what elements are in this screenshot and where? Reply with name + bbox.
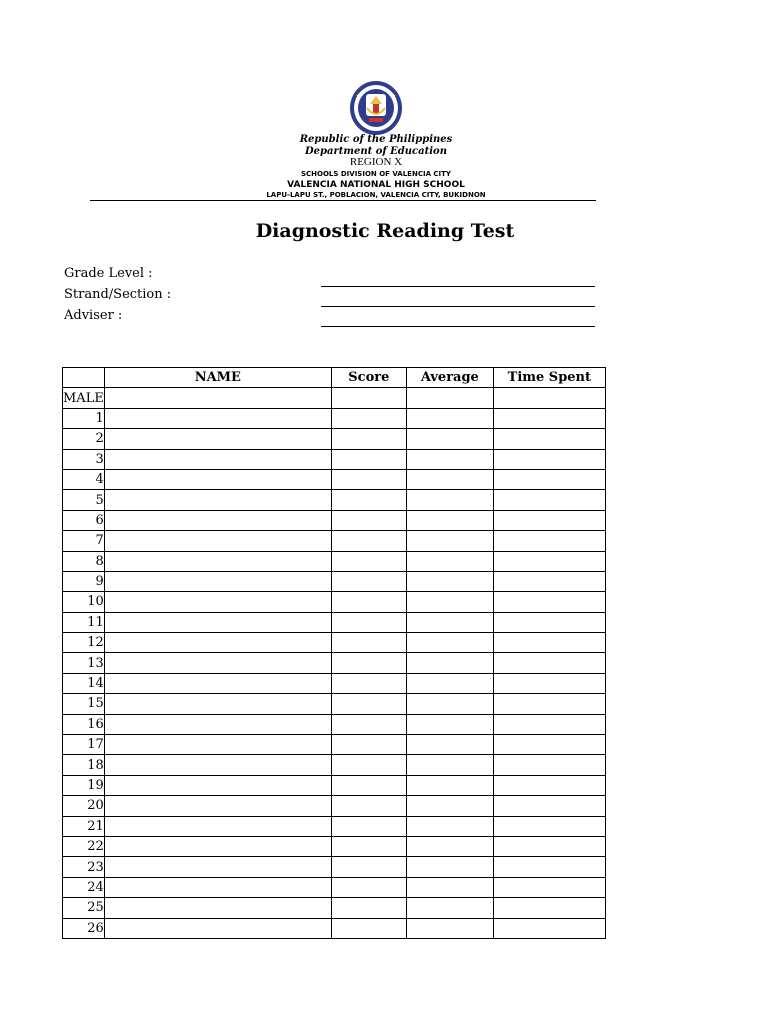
cell-average[interactable]	[406, 673, 493, 693]
cell-score[interactable]	[331, 918, 406, 938]
cell-average[interactable]	[406, 408, 493, 428]
table-row	[63, 877, 606, 897]
table-row	[63, 816, 606, 836]
cell-score[interactable]	[331, 592, 406, 612]
cell-score[interactable]	[331, 612, 406, 632]
cell-score[interactable]	[331, 755, 406, 775]
cell-average[interactable]	[406, 796, 493, 816]
table-row	[63, 775, 606, 795]
row-number: 18	[63, 755, 105, 775]
cell-time-spent[interactable]	[493, 571, 605, 591]
cell-average[interactable]	[406, 918, 493, 938]
cell-score[interactable]	[331, 857, 406, 877]
cell-score[interactable]	[331, 510, 406, 530]
cell-average[interactable]	[406, 429, 493, 449]
cell-score[interactable]	[331, 816, 406, 836]
table-header-row	[63, 368, 606, 388]
strand-section-blank[interactable]	[321, 306, 595, 307]
cell-score[interactable]	[331, 429, 406, 449]
row-number: 4	[63, 469, 105, 489]
cell-name[interactable]	[104, 898, 331, 918]
cell-name[interactable]	[104, 490, 331, 510]
cell-name[interactable]	[104, 735, 331, 755]
cell-name[interactable]	[104, 408, 331, 428]
cell-time-spent[interactable]	[493, 633, 605, 653]
cell-name[interactable]	[104, 551, 331, 571]
cell-time-spent[interactable]	[493, 857, 605, 877]
table-row	[63, 653, 606, 673]
row-number: 5	[63, 490, 105, 510]
cell-score[interactable]	[331, 531, 406, 551]
cell-name[interactable]	[104, 469, 331, 489]
cell-score[interactable]	[331, 714, 406, 734]
cell-score[interactable]	[331, 551, 406, 571]
cell-name[interactable]	[104, 531, 331, 551]
cell-score[interactable]	[331, 673, 406, 693]
cell-average[interactable]	[406, 836, 493, 856]
row-number: 25	[63, 898, 105, 918]
table-row	[63, 694, 606, 714]
cell-score[interactable]	[331, 898, 406, 918]
row-number: 6	[63, 510, 105, 530]
document-title: Diagnostic Reading Test	[255, 220, 515, 242]
table-row	[63, 510, 606, 530]
cell-score[interactable]	[331, 633, 406, 653]
cell-time-spent[interactable]	[493, 490, 605, 510]
cell-average[interactable]	[406, 551, 493, 571]
row-number: 23	[63, 857, 105, 877]
cell-name[interactable]	[104, 673, 331, 693]
header-region: REGION X	[349, 156, 403, 168]
adviser-blank[interactable]	[321, 326, 595, 327]
row-number: 16	[63, 714, 105, 734]
row-number: 11	[63, 612, 105, 632]
cell-name[interactable]	[104, 775, 331, 795]
roster-table	[62, 367, 606, 939]
cell-name[interactable]	[104, 918, 331, 938]
table-row	[63, 469, 606, 489]
cell-time-spent[interactable]	[493, 551, 605, 571]
cell-time-spent[interactable]	[493, 694, 605, 714]
row-number: 15	[63, 694, 105, 714]
cell-average[interactable]	[406, 490, 493, 510]
section-label-male: MALE	[63, 388, 105, 408]
cell-time-spent[interactable]	[493, 918, 605, 938]
cell-score[interactable]	[331, 836, 406, 856]
row-number: 1	[63, 408, 105, 428]
row-number: 9	[63, 571, 105, 591]
cell-average[interactable]	[406, 694, 493, 714]
cell-time-spent[interactable]	[493, 877, 605, 897]
cell-average[interactable]	[406, 449, 493, 469]
col-header-time-spent: Time Spent	[493, 368, 605, 388]
table-row	[63, 571, 606, 591]
row-number: 12	[63, 633, 105, 653]
grade-level-label: Grade Level :	[64, 266, 153, 281]
cell-average[interactable]	[406, 531, 493, 551]
row-number: 13	[63, 653, 105, 673]
row-number: 24	[63, 877, 105, 897]
cell-name[interactable]	[104, 429, 331, 449]
cell-score[interactable]	[331, 388, 406, 408]
strand-section-label: Strand/Section :	[64, 287, 172, 302]
cell-average[interactable]	[406, 388, 493, 408]
cell-average[interactable]	[406, 510, 493, 530]
col-header-average: Average	[406, 368, 493, 388]
header-address: LAPU-LAPU ST., POBLACION, VALENCIA CITY, BUKIDNON	[266, 191, 486, 199]
row-number: 3	[63, 449, 105, 469]
cell-name[interactable]	[104, 592, 331, 612]
cell-score[interactable]	[331, 469, 406, 489]
cell-time-spent[interactable]	[493, 673, 605, 693]
col-header-number	[63, 368, 105, 388]
table-row	[63, 898, 606, 918]
cell-average[interactable]	[406, 775, 493, 795]
table-row	[63, 755, 606, 775]
table-row	[63, 857, 606, 877]
cell-time-spent[interactable]	[493, 898, 605, 918]
cell-average[interactable]	[406, 735, 493, 755]
deped-seal-logo	[343, 80, 409, 136]
cell-score[interactable]	[331, 694, 406, 714]
cell-name[interactable]	[104, 796, 331, 816]
row-number: 20	[63, 796, 105, 816]
cell-name[interactable]	[104, 694, 331, 714]
cell-time-spent[interactable]	[493, 796, 605, 816]
table-row	[63, 836, 606, 856]
cell-name[interactable]	[104, 755, 331, 775]
table-row	[63, 633, 606, 653]
cell-time-spent[interactable]	[493, 755, 605, 775]
cell-time-spent[interactable]	[493, 816, 605, 836]
cell-score[interactable]	[331, 877, 406, 897]
cell-average[interactable]	[406, 816, 493, 836]
cell-average[interactable]	[406, 633, 493, 653]
col-header-score: Score	[331, 368, 406, 388]
table-row	[63, 714, 606, 734]
cell-time-spent[interactable]	[493, 531, 605, 551]
cell-name[interactable]	[104, 388, 331, 408]
cell-time-spent[interactable]	[493, 510, 605, 530]
table-row	[63, 592, 606, 612]
table-row	[63, 796, 606, 816]
grade-level-blank[interactable]	[321, 286, 595, 287]
cell-time-spent[interactable]	[493, 449, 605, 469]
cell-time-spent[interactable]	[493, 429, 605, 449]
cell-score[interactable]	[331, 775, 406, 795]
table-row	[63, 612, 606, 632]
cell-average[interactable]	[406, 592, 493, 612]
table-row	[63, 531, 606, 551]
cell-name[interactable]	[104, 857, 331, 877]
cell-average[interactable]	[406, 469, 493, 489]
cell-score[interactable]	[331, 449, 406, 469]
cell-time-spent[interactable]	[493, 388, 605, 408]
cell-name[interactable]	[104, 449, 331, 469]
table-row	[63, 735, 606, 755]
row-number: 7	[63, 531, 105, 551]
header-divider	[90, 200, 596, 201]
cell-score[interactable]	[331, 490, 406, 510]
col-header-name: NAME	[104, 368, 331, 388]
cell-average[interactable]	[406, 653, 493, 673]
cell-average[interactable]	[406, 877, 493, 897]
cell-time-spent[interactable]	[493, 592, 605, 612]
header-department: Department of Education	[305, 146, 447, 157]
cell-average[interactable]	[406, 612, 493, 632]
row-number: 19	[63, 775, 105, 795]
table-row	[63, 449, 606, 469]
row-number: 2	[63, 429, 105, 449]
cell-time-spent[interactable]	[493, 469, 605, 489]
table-row	[63, 429, 606, 449]
table-row	[63, 490, 606, 510]
section-row-male	[63, 388, 606, 408]
cell-score[interactable]	[331, 796, 406, 816]
cell-average[interactable]	[406, 755, 493, 775]
row-number: 8	[63, 551, 105, 571]
cell-name[interactable]	[104, 633, 331, 653]
adviser-label: Adviser :	[64, 308, 123, 323]
table-row	[63, 918, 606, 938]
row-number: 14	[63, 673, 105, 693]
cell-average[interactable]	[406, 714, 493, 734]
cell-time-spent[interactable]	[493, 653, 605, 673]
cell-name[interactable]	[104, 653, 331, 673]
cell-score[interactable]	[331, 408, 406, 428]
cell-name[interactable]	[104, 714, 331, 734]
cell-name[interactable]	[104, 877, 331, 897]
cell-name[interactable]	[104, 612, 331, 632]
table-row	[63, 673, 606, 693]
cell-average[interactable]	[406, 898, 493, 918]
header-division: SCHOOLS DIVISION OF VALENCIA CITY	[300, 170, 452, 178]
cell-name[interactable]	[104, 816, 331, 836]
row-number: 10	[63, 592, 105, 612]
cell-score[interactable]	[331, 571, 406, 591]
cell-score[interactable]	[331, 653, 406, 673]
row-number: 26	[63, 918, 105, 938]
cell-time-spent[interactable]	[493, 775, 605, 795]
row-number: 22	[63, 836, 105, 856]
cell-name[interactable]	[104, 571, 331, 591]
cell-time-spent[interactable]	[493, 408, 605, 428]
row-number: 21	[63, 816, 105, 836]
cell-time-spent[interactable]	[493, 836, 605, 856]
cell-name[interactable]	[104, 510, 331, 530]
cell-time-spent[interactable]	[493, 735, 605, 755]
cell-name[interactable]	[104, 836, 331, 856]
cell-time-spent[interactable]	[493, 612, 605, 632]
header-republic: Republic of the Philippines	[299, 134, 453, 145]
cell-average[interactable]	[406, 571, 493, 591]
table-row	[63, 551, 606, 571]
row-number: 17	[63, 735, 105, 755]
table-row	[63, 408, 606, 428]
cell-time-spent[interactable]	[493, 714, 605, 734]
cell-average[interactable]	[406, 857, 493, 877]
cell-score[interactable]	[331, 735, 406, 755]
header-school-name: VALENCIA NATIONAL HIGH SCHOOL	[287, 180, 465, 190]
